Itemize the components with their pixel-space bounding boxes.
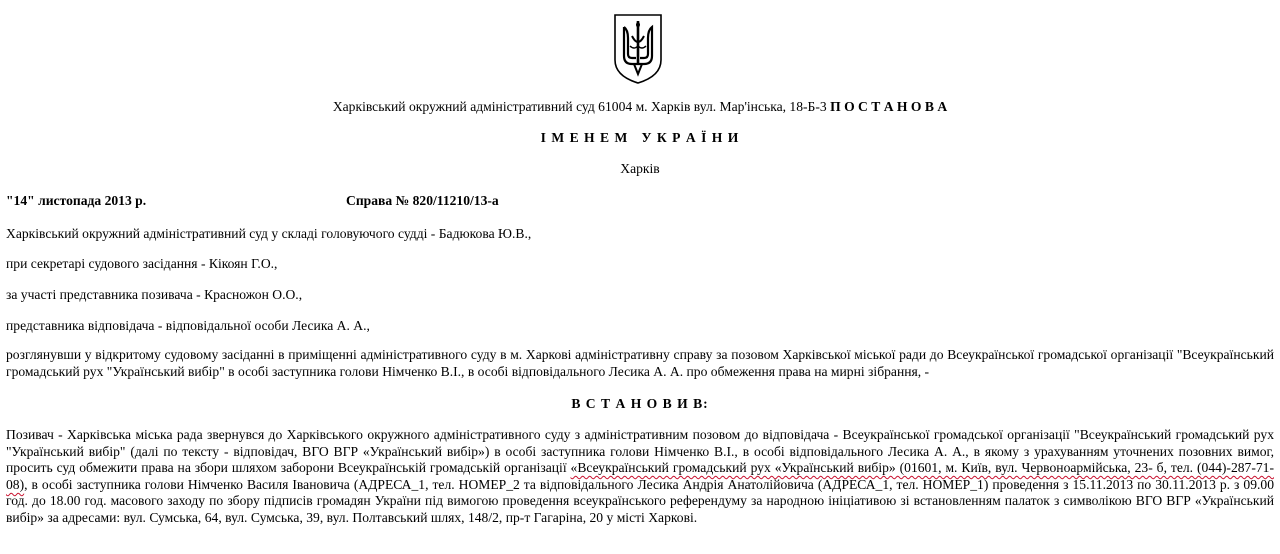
decision-date: "14" листопада 2013 р. <box>6 193 147 208</box>
coat-of-arms-trident-icon <box>612 12 664 86</box>
defendant-rep-line: представника відповідача - відповідальної особи Лесика А. А., <box>6 318 370 333</box>
secretary-line: при секретарі судового засідання - Кікоян Г.О., <box>6 256 278 271</box>
consideration-paragraph <box>6 347 1274 380</box>
plaintiff-rep-line: за участі представника позивача - Красножон О.О., <box>6 287 303 302</box>
judge-line: Харківський окружний адміністративний суд у складі головуючого судді - Бадюкова Ю.В., <box>6 226 532 241</box>
spellcheck-underlined-text: «Всеукраїнський громадський рух «Український вибір» (01601, м. Київ, вул. Червоноармійська, 23- б, тел. (044)-287-71-08) <box>6 460 1274 492</box>
established-heading: В С Т А Н О В И В: <box>571 396 709 411</box>
consideration-text: розглянувши у відкритому судовому засіданні в приміщенні адміністративного суду в м. Харкові адміністративну справу за позовом Харківської міської ради до Всеукраїнської громадської організації "Всеукраїнський громадський рух "Український вибір" в особі заступника голови Німченко В.І., в особі відповідального Лесика А. А. про обмеження права на мирні зібрання, - <box>6 347 1274 379</box>
body-text-part1: Позивач - Харківська міська рада звернувся до Харківського окружного адміністративного суду з адміністративним позовом до відповідача - Всеукраїнської громадської організації "Всеукраїнський громадський рух "Український вибір" (далі по тексту - відповідач, ВГО ВГР «Український вибір») в особі заступника голови Німченко В.І., в особі відповідального Лесика А. А., в якому з урахуванням уточнених позовних вимог, просить суд обмежити права на збори шляхом заборони Всеукраїнській громадській організації <box>6 427 1274 476</box>
court-address: Харківський окружний адміністративний суд 61004 м. Харків вул. Мар'інська, 18-Б-3 <box>332 99 827 114</box>
city: Харків <box>620 161 660 176</box>
body-paragraph <box>6 427 1274 527</box>
body-text-part2: , в особі заступника голови Німченко Василя Івановича (АДРЕСА_1, тел. НОМЕР_2 та відповідального Лесика Андрія Анатолійовича (АДРЕСА_1, тел. НОМЕР_1) проведення з 15.11.2013 по 30.11.2013 р. з 09.00 год. до 18.00 год. масового заходу по збору підписів громадян України під вимогою проведення всеукраїнського референдуму за народною ініціативою зі встановленням палаток з символікою ВГО ВГР «Український вибір» за адресами: вул. Сумська, 64, вул. Сумська, 39, вул. Полтавський шлях, 148/2, пр-т Гагаріна, 20 у місті Харкові. <box>6 476 1274 525</box>
in-name-heading: І М Е Н Е М У К Р А Ї Н И <box>540 130 740 145</box>
doc-type-title: П О С Т А Н О В А <box>830 99 948 114</box>
court-header-line <box>0 99 1280 115</box>
case-number: Справа № 820/11210/13-а <box>346 193 499 208</box>
